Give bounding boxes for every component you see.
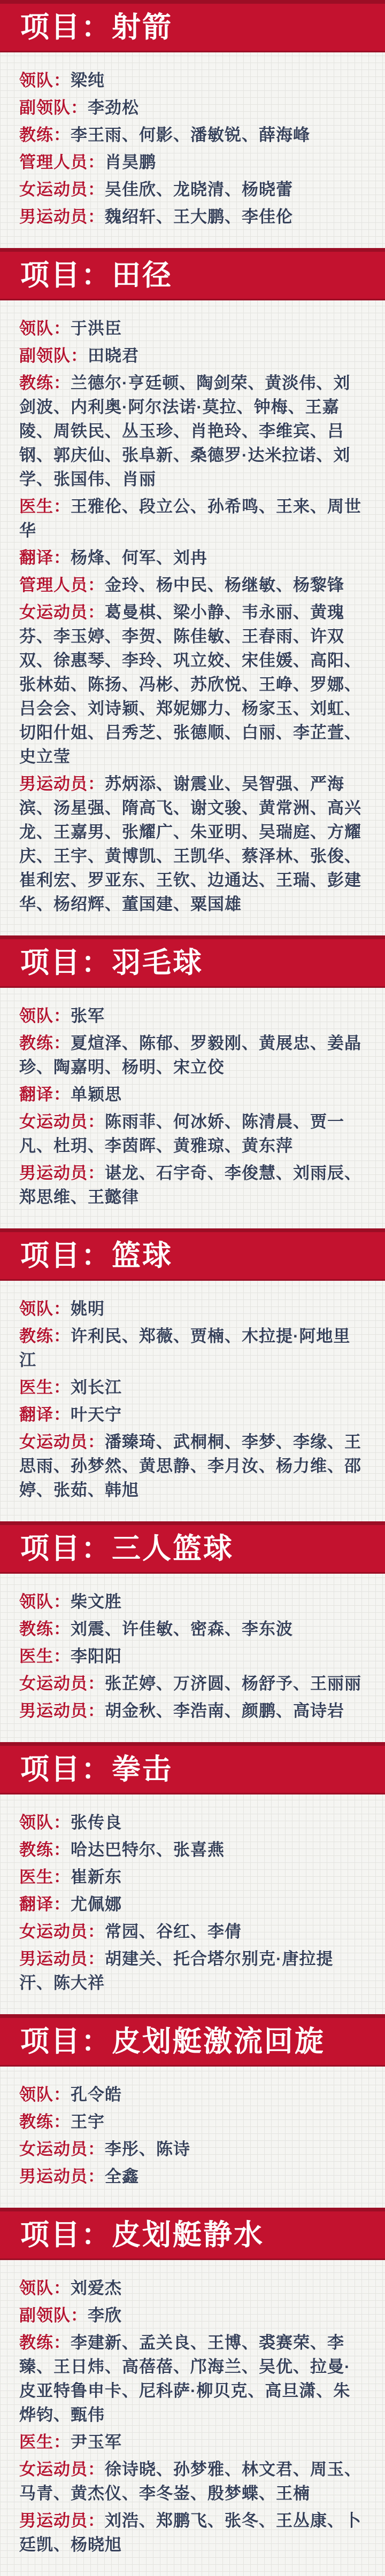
banner-prefix-label: 项目： (20, 1533, 112, 1565)
roster-row (19, 1430, 366, 1502)
section-banner (0, 248, 385, 300)
row-label: 翻译： (19, 1895, 71, 1914)
row-label: 女运动员： (19, 180, 105, 199)
row-names: 孔令皓 (71, 2085, 122, 2104)
row-names: 常园、谷红、李倩 (105, 1922, 242, 1941)
row-label: 领队： (19, 1813, 71, 1832)
row-label: 女运动员： (19, 603, 105, 622)
roster-row (19, 1644, 366, 1668)
roster-row (19, 96, 366, 120)
sport-name-label: 皮划艇静水 (112, 2219, 264, 2251)
section-title (20, 13, 173, 42)
section-banner (0, 1228, 385, 1281)
row-label: 男运动员： (19, 2511, 105, 2530)
roster-row (19, 1590, 366, 1614)
row-label: 男运动员： (19, 1950, 105, 1968)
row-names: 梁纯 (71, 71, 105, 90)
roster-row (19, 2083, 366, 2107)
section-canoe-slalom (0, 2014, 385, 2208)
roster-row (19, 573, 366, 597)
roster-row (19, 1892, 366, 1916)
row-names: 哈达巴特尔、张喜燕 (71, 1840, 225, 1859)
row-names: 王雅伦、段立公、孙希鸣、王来、周世华 (19, 497, 361, 540)
banner-prefix-label: 项目： (20, 2219, 112, 2251)
roster-row (19, 2164, 366, 2188)
row-names: 夏煊泽、陈郁、罗毅刚、黄展忠、姜晶珍、陶嘉明、杨明、宋立佼 (19, 1034, 361, 1077)
row-label: 领队： (19, 71, 71, 90)
row-label: 教练： (19, 2113, 71, 2131)
section-badminton (0, 935, 385, 1228)
row-label: 医生： (19, 1647, 71, 1666)
row-label: 管理人员： (19, 153, 105, 172)
banner-prefix-label: 项目： (20, 259, 112, 291)
row-names: 张传良 (71, 1813, 122, 1832)
row-names: 潘臻琦、武桐桐、李梦、李缘、王思雨、孙梦然、黄思静、李月汝、杨力维、邵婷、张茹、韩旭 (19, 1433, 361, 1499)
roster-row (19, 1375, 366, 1399)
section-banner (0, 2014, 385, 2067)
section-title (20, 261, 173, 290)
roster-row (19, 2110, 366, 2134)
row-label: 教练： (19, 2333, 71, 2352)
roster-row (19, 1865, 366, 1889)
section-boxing (0, 1742, 385, 2014)
row-label: 教练： (19, 126, 71, 144)
row-label: 翻译： (19, 1405, 71, 1424)
section-content (0, 2067, 385, 2208)
row-names: 田晓君 (88, 346, 139, 365)
row-label: 医生： (19, 1868, 71, 1886)
row-names: 陈雨菲、何冰娇、陈清晨、贾一凡、杜玥、李茵晖、黄雅琼、黄东萍 (19, 1112, 344, 1155)
row-label: 教练： (19, 1620, 71, 1638)
row-label: 教练： (19, 374, 71, 392)
sport-name-label: 田径 (112, 259, 173, 291)
roster-row (19, 316, 366, 341)
roster-row (19, 2303, 366, 2327)
row-names: 魏绍轩、王大鹏、李佳伦 (105, 207, 293, 226)
section-content (0, 1794, 385, 2014)
sport-name-label: 皮划艇激流回旋 (112, 2025, 325, 2057)
row-label: 领队： (19, 2279, 71, 2297)
section-archery (0, 0, 385, 248)
row-label: 男运动员： (19, 1701, 105, 1720)
section-content (0, 300, 385, 935)
sport-name-label: 篮球 (112, 1240, 173, 1272)
roster-row (19, 2509, 366, 2557)
roster-row (19, 600, 366, 769)
banner-prefix-label: 项目： (20, 1240, 112, 1272)
row-label: 领队： (19, 1007, 71, 1025)
roster-row (19, 1838, 366, 1862)
row-names: 尤佩娜 (71, 1895, 122, 1914)
roster-row (19, 205, 366, 229)
row-label: 领队： (19, 1592, 71, 1611)
row-label: 医生： (19, 497, 71, 516)
section-basketball-3x3 (0, 1521, 385, 1742)
row-names: 李欣 (88, 2306, 122, 2325)
section-content (0, 1281, 385, 1521)
roster-row (19, 1082, 366, 1107)
row-label: 男运动员： (19, 207, 105, 226)
section-banner (0, 2208, 385, 2260)
roster-row (19, 1110, 366, 1158)
banner-prefix-label: 项目： (20, 11, 112, 43)
row-names: 兰德尔·亨廷顿、陶剑荣、黄淡伟、刘剑波、内利奥·阿尔法诺·莫拉、钟梅、王嘉陵、周铁民、丛玉珍、肖艳玲、李维宾、吕钢、郭庆仙、张阜新、桑德罗·达米拉诺、刘学、张国伟、肖丽 (19, 374, 351, 489)
section-banner (0, 935, 385, 988)
roster-row (19, 1004, 366, 1028)
row-names: 李彤、陈诗 (105, 2140, 190, 2159)
row-names: 胡金秋、李浩南、颜鹏、高诗岩 (105, 1701, 344, 1720)
section-content (0, 1574, 385, 1742)
roster-row (19, 1811, 366, 1835)
row-label: 教练： (19, 1840, 71, 1859)
row-names: 刘浩、郑鹏飞、张冬、王丛康、卜廷凯、杨晓旭 (19, 2511, 361, 2554)
row-label: 翻译： (19, 548, 71, 567)
row-names: 李王雨、何影、潘敏锐、薛海峰 (71, 126, 310, 144)
row-label: 女运动员： (19, 1674, 105, 1693)
row-names: 谌龙、石宇奇、李俊慧、刘雨辰、郑思维、王懿律 (19, 1164, 361, 1206)
row-names: 吴佳欣、龙晓清、杨晓蕾 (105, 180, 293, 199)
row-names: 张军 (71, 1007, 105, 1025)
row-names: 李建新、孟关良、王博、裘赛荣、李臻、王日炜、高蓓蓓、邝海兰、吴优、拉曼·皮亚特鲁申卡、尼科萨·柳贝克、高旦潇、朱烨钧、甄伟 (19, 2333, 351, 2424)
roster-row (19, 1161, 366, 1209)
section-banner (0, 0, 385, 52)
roster-row (19, 2457, 366, 2505)
sport-name-label: 拳击 (112, 1753, 173, 1785)
section-content (0, 52, 385, 248)
row-names: 尹玉军 (71, 2433, 122, 2451)
row-names: 胡建关、托合塔尔别克·唐拉提汗、陈大祥 (19, 1950, 334, 1992)
roster-row (19, 1920, 366, 1944)
row-label: 女运动员： (19, 1112, 105, 1131)
roster-row (19, 2331, 366, 2427)
row-names: 柴文胜 (71, 1592, 122, 1611)
row-label: 管理人员： (19, 576, 105, 594)
row-names: 肖昊鹏 (105, 153, 156, 172)
section-title (20, 948, 203, 977)
row-label: 副领队： (19, 98, 88, 117)
roster-row (19, 546, 366, 570)
roster-row (19, 772, 366, 916)
row-names: 金玲、杨中民、杨继敏、杨黎锋 (105, 576, 344, 594)
row-label: 女运动员： (19, 2460, 105, 2479)
row-label: 男运动员： (19, 2167, 105, 2186)
row-names: 刘震、许佳敏、密森、李东波 (71, 1620, 293, 1638)
roster-row (19, 1297, 366, 1321)
row-label: 教练： (19, 1034, 71, 1053)
sport-name-label: 射箭 (112, 11, 173, 43)
row-names: 全鑫 (105, 2167, 139, 2186)
roster-row (19, 123, 366, 147)
roster-row (19, 1947, 366, 1995)
row-names: 葛曼棋、梁小静、韦永丽、黄瑰芬、李玉婷、李贺、陈佳敏、王春雨、许双双、徐惠琴、李玲、巩立姣、宋佳媛、高阳、张林茹、陈扬、冯彬、苏欣悦、王峥、罗娜、吕会会、刘诗颖、郑妮娜力、杨家玉、刘虹、切阳什姐、吕秀芝、张德顺、白丽、李芷萱、史立莹 (19, 603, 361, 766)
section-title (20, 1241, 173, 1270)
row-names: 苏炳添、谢震业、吴智强、严海滨、汤星强、隋高飞、谢文骏、黄常洲、高兴龙、王嘉男、张耀广、朱亚明、吴瑞庭、方耀庆、王宇、黄博凯、王凯华、蔡泽林、张俊、崔利宏、罗亚东、王钦、边通达、王瑞、彭建华、杨绍辉、董国建、粟国雄 (19, 775, 361, 914)
row-names: 姚明 (71, 1299, 105, 1318)
row-names: 叶天宁 (71, 1405, 122, 1424)
sport-name-label: 羽毛球 (112, 947, 203, 979)
row-names: 崔新东 (71, 1868, 122, 1886)
section-canoe-sprint (0, 2208, 385, 2576)
row-names: 杨烽、何军、刘冉 (71, 548, 207, 567)
roster-row (19, 2430, 366, 2454)
row-label: 教练： (19, 1327, 71, 1345)
row-label: 女运动员： (19, 2140, 105, 2159)
row-label: 男运动员： (19, 775, 105, 793)
section-title (20, 2221, 264, 2249)
row-names: 刘爱杰 (71, 2279, 122, 2297)
section-athletics (0, 248, 385, 935)
row-names: 李阳阳 (71, 1647, 122, 1666)
roster-row (19, 344, 366, 368)
section-basketball (0, 1228, 385, 1521)
row-label: 男运动员： (19, 1164, 105, 1182)
section-banner (0, 1521, 385, 1574)
row-label: 领队： (19, 1299, 71, 1318)
row-names: 王宇 (71, 2113, 105, 2131)
roster-row (19, 1324, 366, 1372)
row-label: 副领队： (19, 346, 88, 365)
row-names: 徐诗晓、孙梦雅、林文君、周玉、马青、黄杰仪、李冬崟、殷梦蝶、王楠 (19, 2460, 361, 2503)
section-title (20, 1755, 173, 1784)
row-names: 张芷婷、万济圆、杨舒予、王丽丽 (105, 1674, 361, 1693)
roster-row (19, 150, 366, 174)
row-names: 刘长江 (71, 1378, 122, 1397)
row-label: 领队： (19, 319, 71, 338)
row-names: 李劲松 (88, 98, 139, 117)
roster-row (19, 1403, 366, 1427)
section-content (0, 988, 385, 1228)
row-label: 医生： (19, 1378, 71, 1397)
row-label: 女运动员： (19, 1433, 105, 1451)
row-label: 女运动员： (19, 1922, 105, 1941)
row-label: 翻译： (19, 1085, 71, 1104)
roster-row (19, 1699, 366, 1723)
sport-name-label: 三人篮球 (112, 1533, 234, 1565)
roster-row (19, 177, 366, 202)
banner-prefix-label: 项目： (20, 1753, 112, 1785)
roster-row (19, 1617, 366, 1641)
section-title (20, 1534, 234, 1563)
roster-row (19, 371, 366, 491)
roster-row (19, 2276, 366, 2300)
row-names: 于洪臣 (71, 319, 122, 338)
row-label: 医生： (19, 2433, 71, 2451)
roster-row (19, 2137, 366, 2161)
row-label: 领队： (19, 2085, 71, 2104)
row-label: 副领队： (19, 2306, 88, 2325)
roster-row (19, 1031, 366, 1079)
section-banner (0, 1742, 385, 1794)
section-title (20, 2027, 325, 2056)
section-content (0, 2260, 385, 2576)
row-names: 许利民、郑薇、贾楠、木拉提·阿地里江 (19, 1327, 351, 1370)
roster-row (19, 1672, 366, 1696)
roster-row (19, 494, 366, 543)
roster-row (19, 68, 366, 92)
banner-prefix-label: 项目： (20, 947, 112, 979)
banner-prefix-label: 项目： (20, 2025, 112, 2057)
row-names: 单颖思 (71, 1085, 122, 1104)
